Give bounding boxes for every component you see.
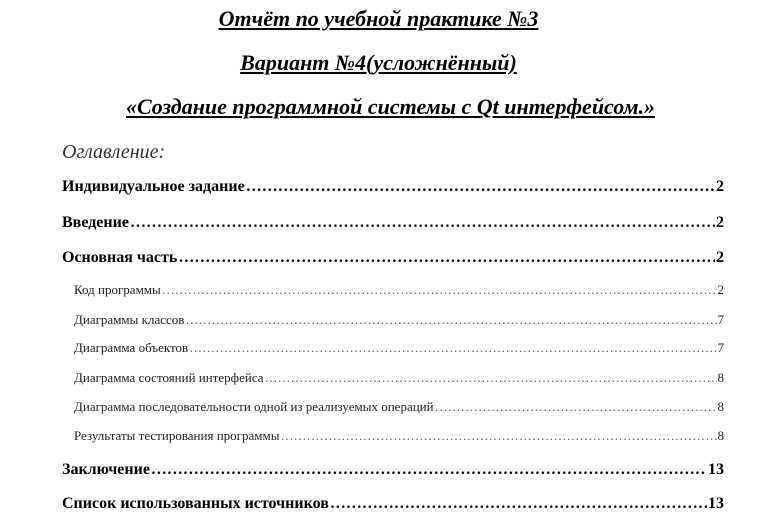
toc-entry-main-part[interactable] (62, 248, 724, 268)
toc-entry-page: 2 (716, 178, 724, 195)
toc-leader-dots (246, 177, 715, 197)
toc-entry-page: 13 (708, 495, 724, 512)
toc-entry-object-diagram[interactable] (74, 340, 724, 356)
toc-entry-label: Список использованных источников (62, 495, 329, 512)
toc-entry-label: Код программы (74, 282, 161, 297)
toc-entry-references[interactable] (62, 494, 724, 514)
topic-title: «Создание программной системы с Qt интерфейсом.» (125, 94, 656, 119)
toc-leader-dots (330, 494, 707, 514)
toc-entry-page: 2 (716, 214, 724, 231)
toc-entry-label: Заключение (62, 461, 150, 478)
toc-leader-dots (280, 428, 716, 444)
toc-entry-label: Результаты тестирования программы (74, 428, 280, 443)
toc-entry-program-code[interactable] (74, 282, 724, 298)
toc-entry-label: Введение (62, 214, 129, 231)
toc-leader-dots (185, 312, 716, 328)
toc-entry-conclusion[interactable] (62, 460, 724, 480)
toc-entry-page: 7 (717, 340, 724, 355)
toc-entry-label: Основная часть (62, 249, 178, 266)
toc-entry-label: Диаграммы классов (74, 312, 185, 327)
toc-entry-introduction[interactable] (62, 213, 724, 233)
toc-heading: Оглавление: (62, 141, 166, 163)
toc-leader-dots (130, 213, 715, 233)
toc-entry-page: 8 (717, 399, 724, 414)
toc-entry-state-diagram[interactable] (74, 370, 724, 386)
toc-entry-class-diagrams[interactable] (74, 312, 724, 328)
toc-entry-label: Диаграмма состояний интерфейса (74, 370, 264, 385)
toc-leader-dots (189, 340, 716, 356)
report-title: Отчёт по учебной практике №3 (218, 6, 539, 31)
toc-entry-page: 7 (717, 312, 724, 327)
toc-entry-page: 13 (708, 461, 724, 478)
toc-leader-dots (162, 282, 717, 298)
toc-entry-test-results[interactable] (74, 428, 724, 444)
toc-leader-dots (178, 248, 715, 268)
toc-leader-dots (151, 460, 707, 480)
toc-entry-label: Индивидуальное задание (62, 178, 245, 195)
toc-entry-page: 8 (717, 428, 724, 443)
toc-leader-dots (435, 399, 717, 415)
toc-entry-individual-task[interactable] (62, 177, 724, 197)
variant-title: Вариант №4(усложнённый) (240, 50, 517, 75)
toc-entry-label: Диаграмма последовательности одной из реализуемых операций (74, 399, 434, 414)
toc-leader-dots (265, 370, 717, 386)
toc-entry-page: 2 (717, 282, 724, 297)
toc-entry-page: 8 (717, 370, 724, 385)
toc-entry-sequence-diagram[interactable] (74, 399, 724, 415)
toc-entry-page: 2 (716, 249, 724, 266)
toc-entry-label: Диаграмма объектов (74, 340, 189, 355)
